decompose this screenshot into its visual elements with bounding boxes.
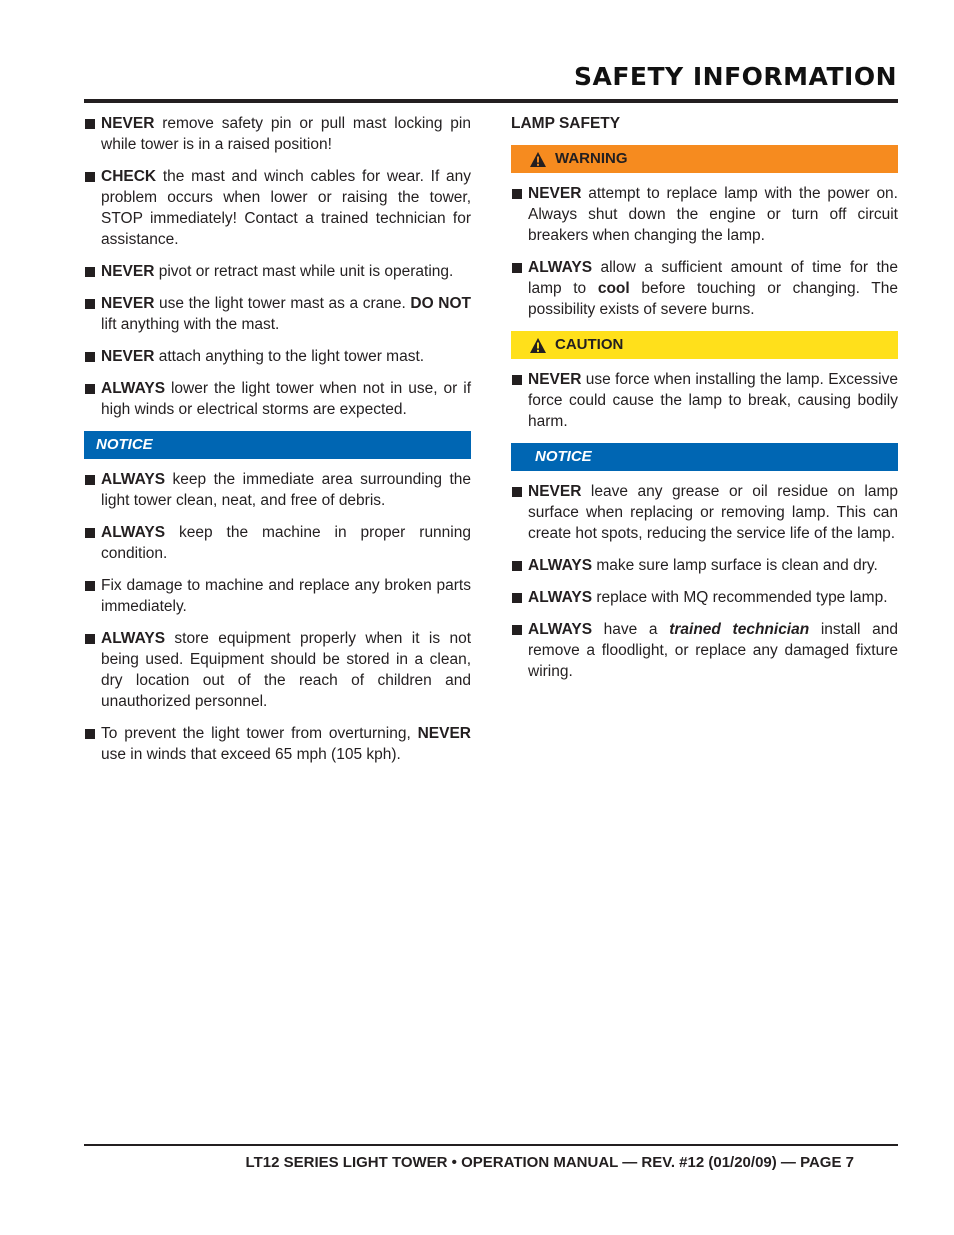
list-item: ALWAYS make sure lamp surface is clean and dry. [511,555,898,576]
list-item: NEVER remove safety pin or pull mast locking pin while tower is in a raised position! [84,113,471,155]
list-item: ALWAYS lower the light tower when not in use, or if high winds or electrical storms are expected. [84,378,471,420]
list-item: CHECK the mast and winch cables for wear. If any problem occurs when lower or raising the tower, STOP immediately! Contact a trained technician for assistance. [84,166,471,250]
warning-triangle-icon [529,151,547,168]
list-item: NEVER use force when installing the lamp. Excessive force could cause the lamp to break, causing bodily harm. [511,369,898,432]
page-footer: LT12 SERIES LIGHT TOWER • OPERATION MANUAL — REV. #12 (01/20/09) — PAGE 7 [245,1154,854,1171]
section-heading: LAMP SAFETY [511,115,621,132]
list-item: Fix damage to machine and replace any broken parts immediately. [84,575,471,617]
list-item: NEVER pivot or retract mast while unit is operating. [84,261,471,282]
left-top-list [84,113,471,420]
list-item: ALWAYS keep the immediate area surrounding the light tower clean, neat, and free of debris. [84,469,471,511]
list-item: NEVER use the light tower mast as a crane. DO NOT lift anything with the mast. [84,293,471,335]
list-item: To prevent the light tower from overturning, NEVER use in winds that exceed 65 mph (105 kph). [84,723,471,765]
title-rule [84,99,898,103]
list-item: NEVER attempt to replace lamp with the power on. Always shut down the engine or turn off circuit breakers when changing the lamp. [511,183,898,246]
warning-list [511,183,898,320]
list-item: ALWAYS store equipment properly when it is not being used. Equipment should be stored in a clean, dry location out of the reach of children and unauthorized personnel. [84,628,471,712]
page-title: SAFETY INFORMATION [574,62,897,91]
notice-banner: NOTICE [84,431,471,459]
list-item: ALWAYS have a trained technician install and remove a floodlight, or replace any damaged fixture wiring. [511,619,898,682]
left-bottom-list [84,469,471,765]
list-item: ALWAYS keep the machine in proper running condition. [84,522,471,564]
notice-list [511,481,898,682]
caution-banner: CAUTION [511,331,898,359]
warning-banner: WARNING [511,145,898,173]
right-column [511,113,898,693]
list-item: NEVER leave any grease or oil residue on lamp surface when replacing or removing lamp. This can create hot spots, reducing the service life of the lamp. [511,481,898,544]
notice-banner: NOTICE [511,443,898,471]
list-item: NEVER attach anything to the light tower mast. [84,346,471,367]
list-item: ALWAYS replace with MQ recommended type lamp. [511,587,898,608]
caution-triangle-icon [529,337,547,354]
list-item: ALWAYS allow a sufficient amount of time for the lamp to cool before touching or changing. The possibility exists of severe burns. [511,257,898,320]
footer-rule [84,1144,898,1146]
left-column [84,113,471,776]
caution-list [511,369,898,432]
